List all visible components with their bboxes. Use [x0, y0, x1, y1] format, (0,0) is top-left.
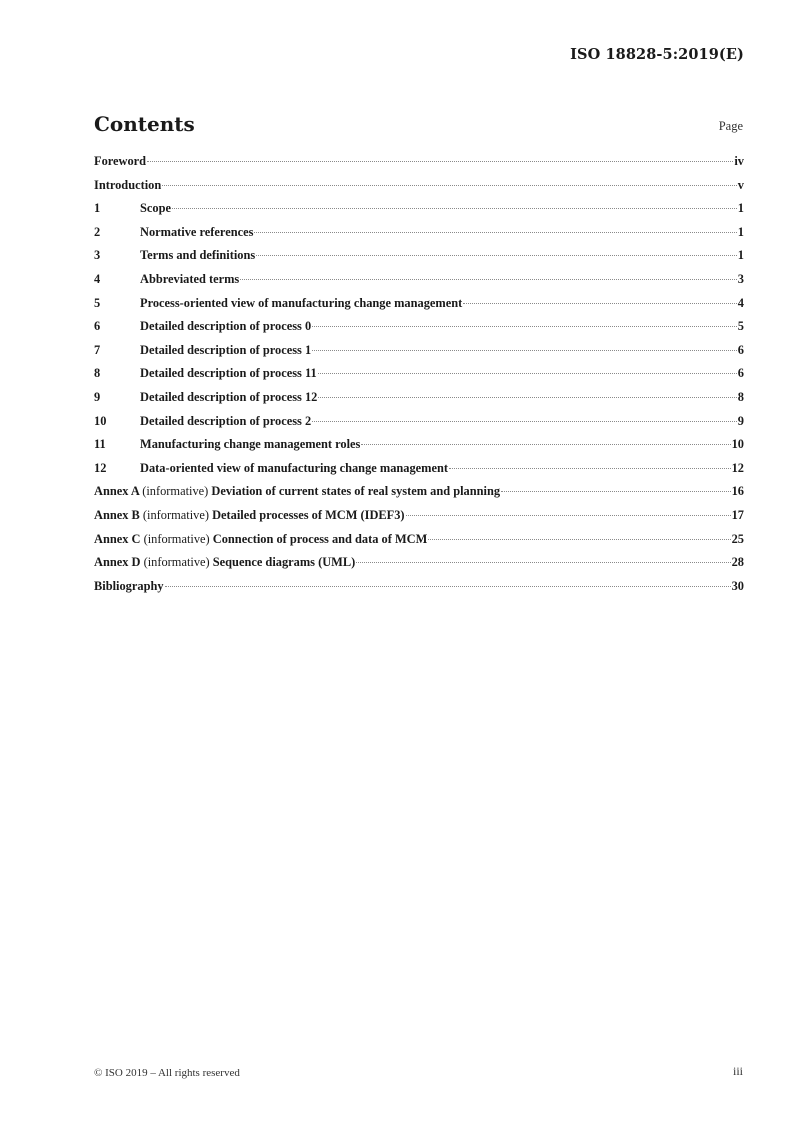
- dot-leader: [172, 208, 737, 209]
- toc-entry-number: 3: [94, 248, 101, 263]
- toc-entry-page: 6: [737, 366, 744, 381]
- toc-entry[interactable]: [94, 532, 744, 556]
- footer-copyright: © ISO 2019 – All rights reserved: [94, 1067, 240, 1079]
- toc-entry-page: 3: [737, 271, 744, 286]
- annex-qualifier: (informative): [142, 507, 209, 522]
- toc-entry-title[interactable]: [140, 296, 462, 311]
- toc-entry-page: 10: [731, 437, 744, 452]
- toc-entry-page: 25: [731, 531, 744, 546]
- toc-entry-number: 10: [94, 413, 107, 428]
- toc-entry-title[interactable]: [140, 248, 255, 263]
- toc-entry-number: 4: [94, 271, 101, 286]
- toc-entry[interactable]: [94, 319, 744, 343]
- toc-entry[interactable]: [94, 225, 744, 249]
- toc-entry[interactable]: [94, 343, 744, 367]
- toc-entry-title[interactable]: [140, 437, 360, 452]
- toc-entry-title[interactable]: [94, 154, 146, 169]
- dot-leader: [501, 491, 731, 492]
- page-column-label: Page: [718, 119, 743, 133]
- toc-entry[interactable]: [94, 579, 744, 603]
- toc-entry[interactable]: [94, 437, 744, 461]
- dot-leader: [147, 161, 733, 162]
- toc-entry-number: 2: [94, 224, 101, 239]
- table-of-contents: [94, 154, 744, 602]
- toc-entry[interactable]: [94, 248, 744, 272]
- toc-entry[interactable]: [94, 461, 744, 485]
- dot-leader: [318, 397, 736, 398]
- toc-entry-page: 6: [737, 342, 744, 357]
- dot-leader: [356, 562, 730, 563]
- toc-entry-number: 1: [94, 201, 101, 216]
- toc-entry-label: Scope: [140, 201, 171, 216]
- toc-entry-page: 30: [731, 578, 744, 593]
- toc-entry-number: 5: [94, 295, 101, 310]
- toc-entry-page: iv: [734, 154, 744, 168]
- toc-entry-page: 12: [731, 460, 744, 475]
- toc-entry-page: 8: [737, 389, 744, 404]
- toc-entry-label: Abbreviated terms: [140, 271, 240, 286]
- annex-label: Annex B: [94, 507, 140, 522]
- toc-entry-page: v: [737, 177, 744, 192]
- toc-entry[interactable]: [94, 414, 744, 438]
- toc-entry-number: 11: [94, 437, 106, 452]
- toc-entry-page: 1: [737, 224, 744, 239]
- toc-entry-title[interactable]: [94, 508, 405, 523]
- annex-label: Annex C: [94, 531, 141, 546]
- dot-leader: [312, 350, 737, 351]
- dot-leader: [240, 279, 737, 280]
- toc-entry-label: Detailed processes of MCM (IDEF3): [212, 507, 405, 522]
- dot-leader: [256, 255, 737, 256]
- toc-entry-number: 7: [94, 342, 101, 357]
- toc-entry-page: 28: [731, 555, 744, 570]
- contents-title: Contents: [94, 112, 195, 136]
- toc-entry-page: 4: [737, 295, 744, 310]
- toc-entry-title[interactable]: [140, 343, 311, 358]
- toc-entry-label: Detailed description of process 11: [140, 366, 317, 381]
- toc-entry-label: Process-oriented view of manufacturing change management: [140, 295, 463, 310]
- toc-entry-label: Detailed description of process 12: [140, 389, 318, 404]
- document-id: ISO 18828-5:2019(E): [570, 46, 744, 63]
- toc-entry-title[interactable]: [140, 272, 239, 287]
- toc-entry-label: Deviation of current states of real system and planning: [211, 484, 501, 499]
- toc-entry-label: Sequence diagrams (UML): [212, 555, 356, 570]
- annex-label: Annex D: [94, 555, 141, 570]
- toc-entry-number: 6: [94, 319, 101, 334]
- dot-leader: [254, 232, 736, 233]
- toc-entry-title[interactable]: [94, 579, 164, 594]
- toc-entry-page: 16: [731, 484, 744, 499]
- toc-entry-title[interactable]: [140, 201, 171, 216]
- toc-entry-label: Terms and definitions: [140, 248, 256, 263]
- toc-entry-title[interactable]: [140, 225, 253, 240]
- toc-entry[interactable]: [94, 390, 744, 414]
- annex-label: Annex A: [94, 484, 140, 499]
- toc-entry-title[interactable]: [94, 484, 500, 499]
- toc-entry-title[interactable]: [140, 461, 448, 476]
- toc-entry-title[interactable]: [140, 390, 317, 405]
- dot-leader: [162, 185, 737, 186]
- toc-entry-title[interactable]: [94, 555, 355, 570]
- dot-leader: [312, 326, 737, 327]
- toc-entry-page: 1: [737, 201, 744, 216]
- toc-entry-page: 17: [731, 507, 744, 522]
- toc-entry-title[interactable]: [140, 414, 311, 429]
- toc-entry-page: 9: [737, 413, 744, 428]
- toc-entry-label: Detailed description of process 1: [140, 342, 312, 357]
- toc-entry[interactable]: [94, 272, 744, 296]
- dot-leader: [361, 444, 730, 445]
- toc-entry[interactable]: [94, 484, 744, 508]
- toc-entry[interactable]: [94, 154, 744, 178]
- toc-entry-label: Detailed description of process 2: [140, 413, 312, 428]
- dot-leader: [312, 421, 737, 422]
- toc-entry[interactable]: [94, 366, 744, 390]
- toc-entry-title[interactable]: [94, 532, 427, 547]
- annex-qualifier: (informative): [143, 555, 210, 570]
- toc-entry-title[interactable]: [94, 178, 161, 193]
- toc-entry-title[interactable]: [140, 366, 317, 381]
- toc-entry-number: 12: [94, 460, 107, 475]
- toc-entry[interactable]: [94, 201, 744, 225]
- toc-entry-label: Manufacturing change management roles: [140, 437, 361, 452]
- dot-leader: [318, 373, 737, 374]
- toc-entry-title[interactable]: [140, 319, 311, 334]
- dot-leader: [428, 539, 730, 540]
- dot-leader: [406, 515, 731, 516]
- toc-entry-label: Data-oriented view of manufacturing change management: [140, 460, 449, 475]
- footer-page-number: iii: [732, 1064, 743, 1078]
- annex-qualifier: (informative): [143, 531, 210, 546]
- annex-qualifier: (informative): [142, 484, 209, 499]
- dot-leader: [449, 468, 731, 469]
- toc-entry-label: Bibliography: [94, 578, 164, 593]
- dot-leader: [463, 303, 737, 304]
- toc-entry[interactable]: [94, 178, 744, 202]
- toc-entry-label: Introduction: [94, 177, 162, 192]
- toc-entry[interactable]: [94, 555, 744, 579]
- toc-entry-label: Connection of process and data of MCM: [212, 531, 428, 546]
- toc-entry-number: 8: [94, 366, 101, 381]
- toc-entry-label: Normative references: [140, 224, 254, 239]
- toc-entry-label: Foreword: [94, 154, 147, 168]
- toc-entry-label: Detailed description of process 0: [140, 319, 312, 334]
- toc-entry[interactable]: [94, 508, 744, 532]
- toc-entry-page: 1: [737, 248, 744, 263]
- dot-leader: [165, 586, 731, 587]
- toc-entry[interactable]: [94, 296, 744, 320]
- toc-entry-page: 5: [737, 319, 744, 334]
- toc-entry-number: 9: [94, 389, 101, 404]
